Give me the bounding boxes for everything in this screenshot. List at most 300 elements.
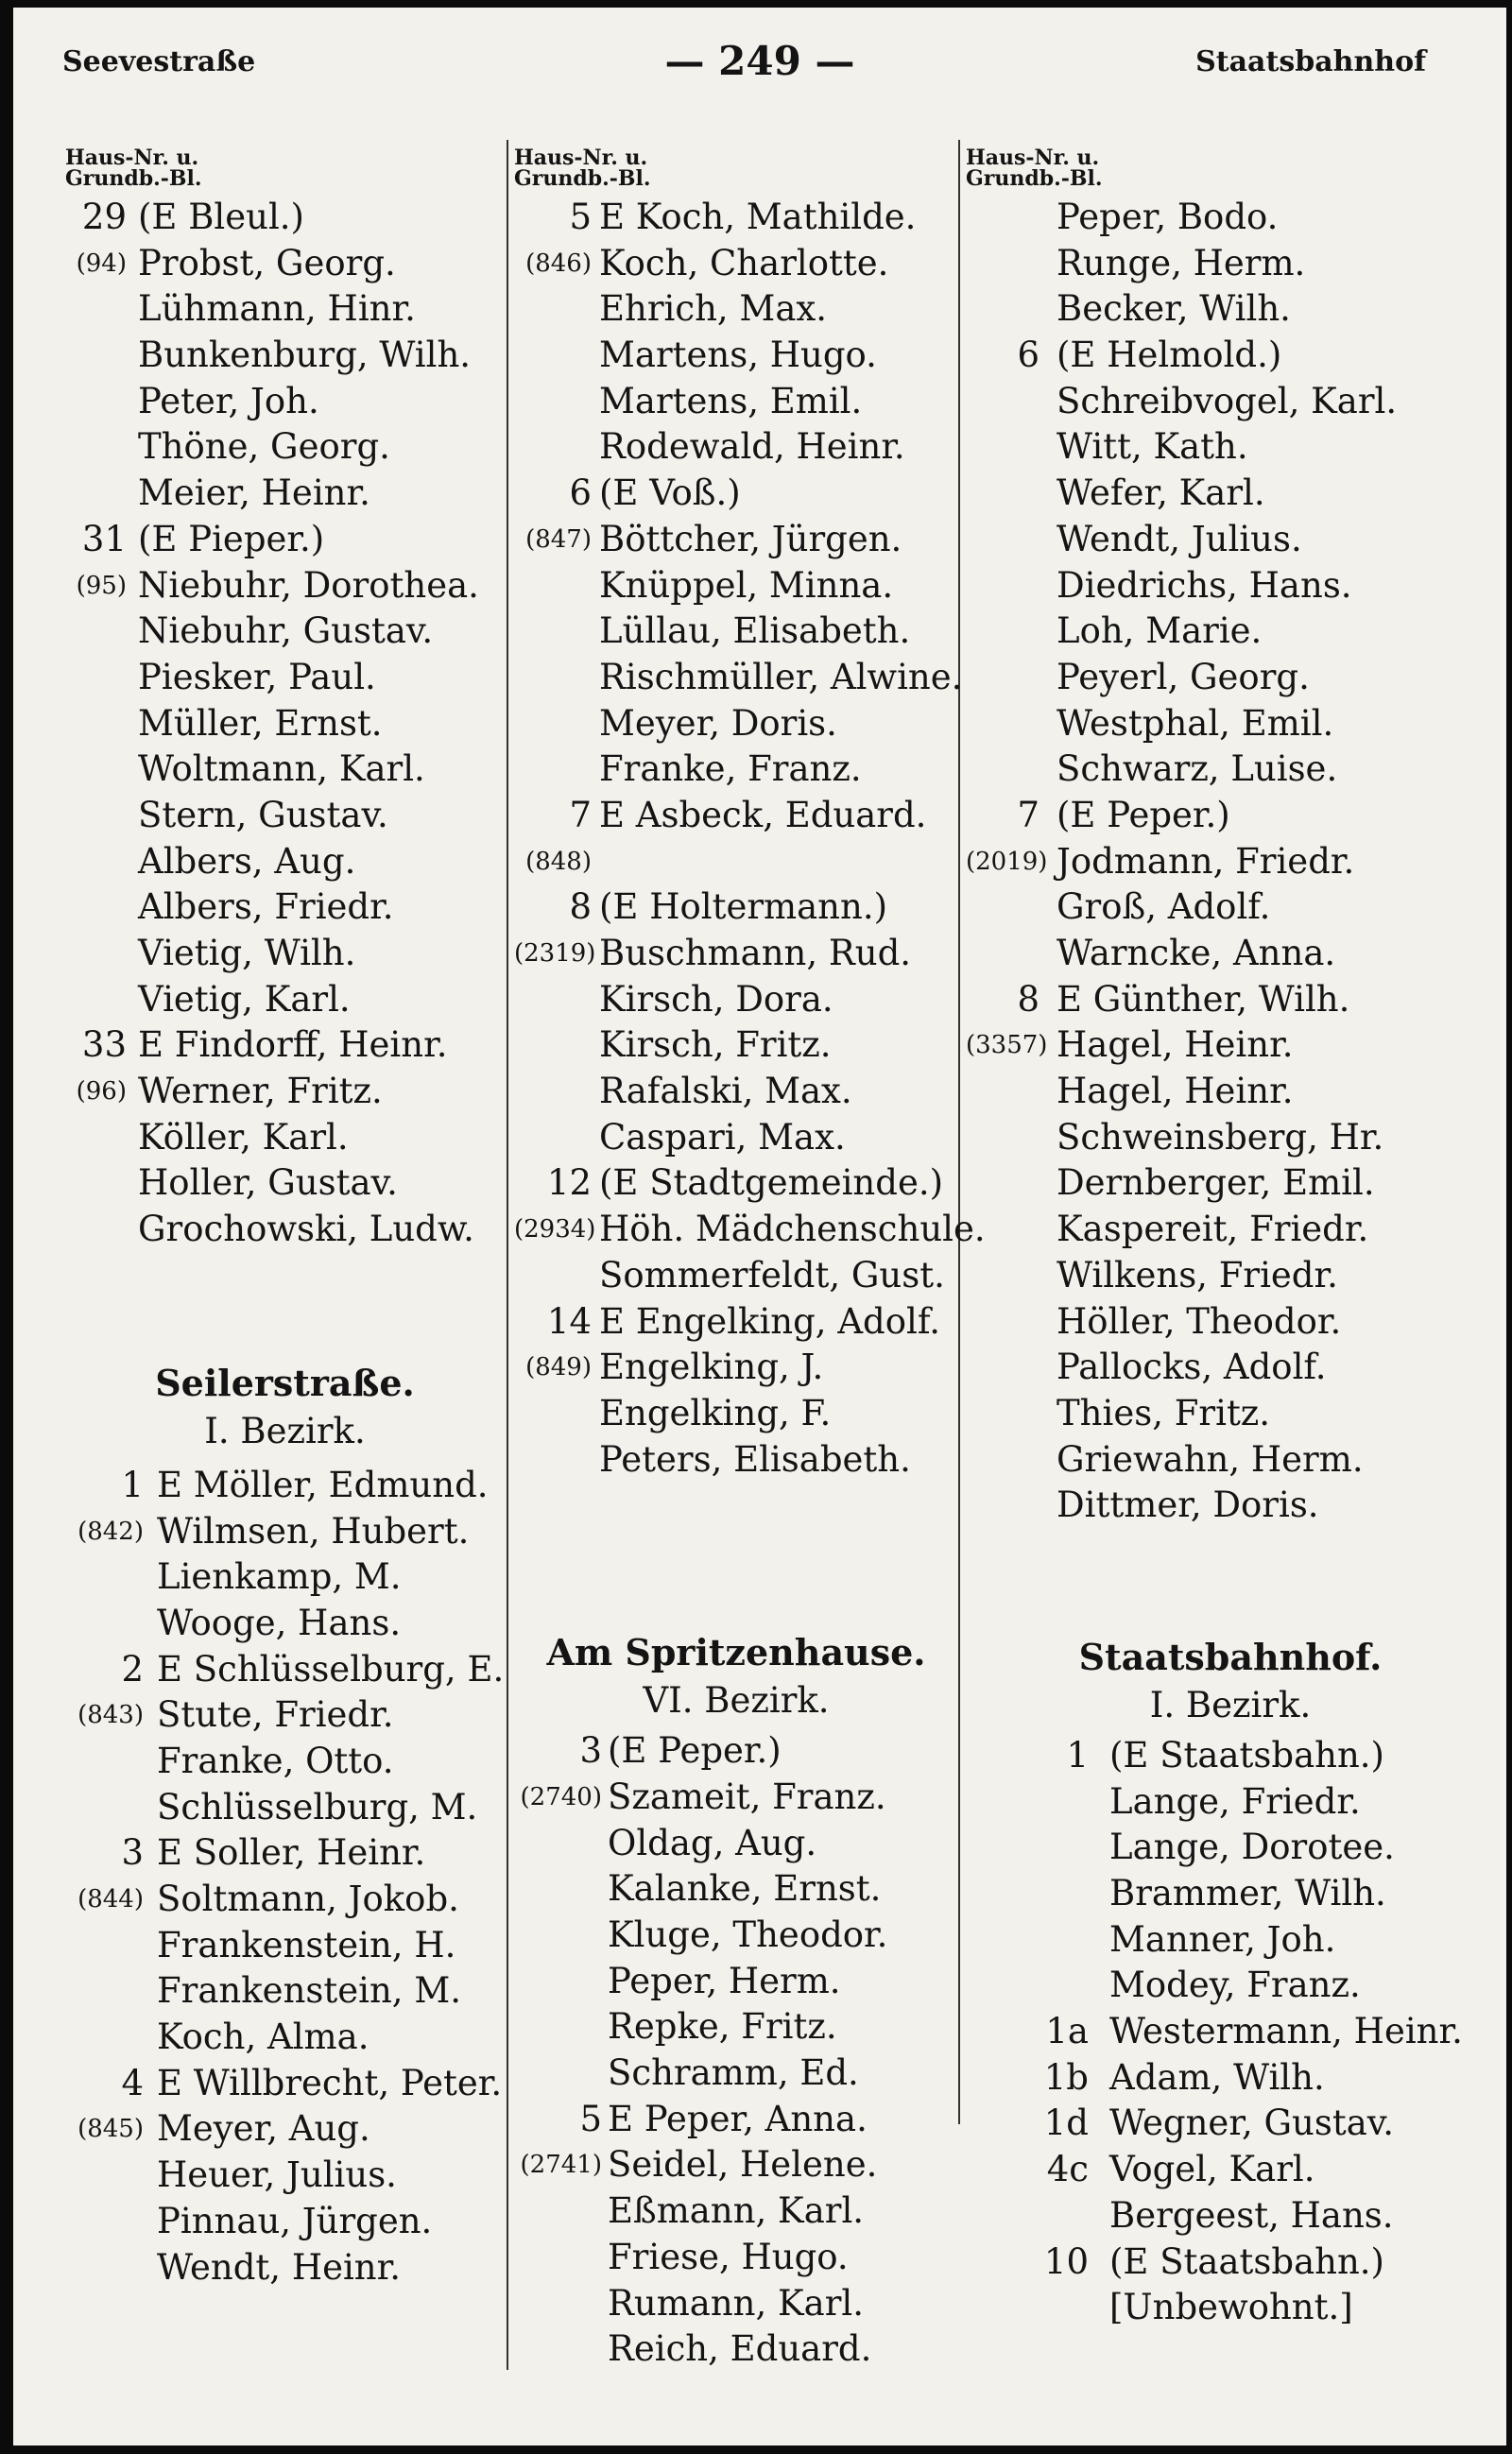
resident-name: (E Voß.) bbox=[599, 472, 741, 514]
house-number: (2741) bbox=[520, 2151, 602, 2180]
house-number: 5 bbox=[569, 197, 592, 237]
resident-name: Vogel, Karl. bbox=[1109, 2149, 1315, 2190]
directory-entry bbox=[514, 1345, 958, 1391]
resident-name: E Möller, Edmund. bbox=[157, 1464, 489, 1505]
directory-entry bbox=[966, 931, 1495, 977]
directory-entry bbox=[65, 286, 505, 333]
house-number: (847) bbox=[525, 524, 592, 554]
directory-entry bbox=[966, 1069, 1495, 1115]
resident-name: Probst, Georg. bbox=[138, 242, 396, 283]
house-number: 6 bbox=[569, 472, 592, 514]
street-heading: Staatsbahnhof. bbox=[1078, 1635, 1383, 1678]
resident-name: Hagel, Heinr. bbox=[1057, 1071, 1294, 1112]
directory-entry bbox=[65, 1115, 505, 1161]
resident-name: Schwarz, Luise. bbox=[1057, 748, 1338, 790]
resident-name: (E Helmold.) bbox=[1057, 335, 1282, 376]
resident-name: Höh. Mädchenschule. bbox=[599, 1209, 986, 1250]
entries-block bbox=[966, 1733, 1495, 2331]
directory-entry bbox=[514, 1959, 958, 2005]
directory-entry bbox=[514, 1207, 986, 1253]
directory-entry bbox=[65, 2015, 505, 2061]
directory-entry bbox=[514, 195, 958, 241]
directory-entry bbox=[966, 1022, 1495, 1069]
house-number: 14 bbox=[546, 1300, 592, 1342]
column-3 bbox=[966, 147, 1495, 2331]
resident-name: Vietig, Karl. bbox=[138, 978, 351, 1020]
house-number: 10 bbox=[1043, 2240, 1089, 2282]
directory-entry bbox=[65, 1463, 505, 1509]
house-number: 29 bbox=[81, 197, 127, 237]
resident-name: (E Pieper.) bbox=[138, 518, 325, 559]
house-number: 33 bbox=[81, 1024, 127, 1066]
resident-name: Rafalski, Max. bbox=[599, 1071, 852, 1112]
resident-name: Stute, Friedr. bbox=[157, 1694, 394, 1736]
directory-entry bbox=[65, 1601, 505, 1647]
directory-entry bbox=[514, 471, 958, 517]
resident-name: Böttcher, Jürgen. bbox=[599, 518, 902, 559]
resident-name: Lange, Dorotee. bbox=[1109, 1827, 1395, 1868]
resident-name: Peters, Elisabeth. bbox=[599, 1438, 911, 1480]
directory-entry bbox=[514, 839, 958, 885]
resident-name: Wegner, Gustav. bbox=[1109, 2102, 1395, 2144]
directory-entry bbox=[514, 517, 958, 563]
house-number: 3 bbox=[121, 1832, 144, 1874]
resident-name: Schweinsberg, Hr. bbox=[1057, 1116, 1384, 1158]
resident-name: Kirsch, Dora. bbox=[599, 978, 833, 1020]
house-number: 2 bbox=[121, 1648, 144, 1690]
directory-entry bbox=[514, 2051, 958, 2097]
house-number: 1 bbox=[1066, 1734, 1089, 1776]
resident-name: (E Peper.) bbox=[608, 1730, 782, 1772]
resident-name: Frankenstein, H. bbox=[157, 1924, 456, 1965]
directory-entry bbox=[65, 746, 505, 793]
resident-name: Bunkenburg, Wilh. bbox=[138, 335, 472, 376]
directory-entry bbox=[65, 609, 505, 655]
column-1 bbox=[65, 147, 505, 2291]
resident-name: Westphal, Emil. bbox=[1057, 702, 1334, 744]
directory-entry bbox=[514, 286, 958, 333]
resident-name: Albers, Friedr. bbox=[138, 886, 394, 928]
resident-name: Lienkamp, M. bbox=[157, 1556, 402, 1598]
directory-entry bbox=[966, 424, 1495, 471]
directory-entry bbox=[514, 2281, 958, 2327]
directory-entry bbox=[65, 424, 505, 471]
directory-entry bbox=[65, 2106, 505, 2153]
house-number: (2319) bbox=[514, 939, 596, 968]
directory-entry bbox=[966, 746, 1495, 793]
directory-entry bbox=[966, 2239, 1495, 2286]
directory-entry bbox=[966, 195, 1495, 241]
resident-name: Runge, Herm. bbox=[1057, 242, 1306, 283]
directory-entry bbox=[65, 1509, 505, 1555]
directory-entry bbox=[65, 884, 505, 931]
resident-name: E Soller, Heinr. bbox=[157, 1832, 426, 1874]
column-heading: Haus-Nr. u. Grundb.-Bl. bbox=[65, 146, 202, 191]
street-heading: Am Spritzenhause. bbox=[546, 1631, 926, 1674]
directory-entry bbox=[65, 517, 505, 563]
directory-entry bbox=[966, 1299, 1495, 1346]
house-number: (95) bbox=[76, 571, 127, 600]
house-number: 8 bbox=[1017, 978, 1040, 1020]
house-number: (842) bbox=[77, 1517, 144, 1546]
resident-name: Lange, Friedr. bbox=[1109, 1780, 1361, 1822]
resident-name: Thies, Fritz. bbox=[1057, 1392, 1271, 1433]
directory-entry bbox=[514, 701, 958, 747]
directory-entry bbox=[65, 1022, 505, 1069]
directory-entry bbox=[65, 195, 505, 241]
directory-entry bbox=[514, 655, 963, 701]
resident-name: Jodmann, Friedr. bbox=[1057, 840, 1355, 882]
directory-entry bbox=[966, 1160, 1495, 1207]
directory-entry bbox=[65, 701, 505, 747]
resident-name: Holler, Gustav. bbox=[138, 1162, 398, 1204]
directory-entry bbox=[65, 2245, 505, 2291]
resident-name: Warncke, Anna. bbox=[1057, 933, 1336, 973]
resident-name: Niebuhr, Dorothea. bbox=[138, 564, 479, 606]
directory-entry bbox=[514, 2097, 958, 2143]
directory-entry bbox=[65, 1554, 505, 1601]
running-head-right: Staatsbahnhof bbox=[1195, 45, 1426, 78]
house-number: (846) bbox=[525, 249, 592, 278]
directory-entry bbox=[65, 655, 505, 701]
directory-entry bbox=[966, 2009, 1495, 2055]
directory-entry bbox=[65, 1160, 505, 1207]
resident-name: Martens, Emil. bbox=[599, 380, 863, 421]
resident-name: Lüllau, Elisabeth. bbox=[599, 610, 911, 652]
house-number: (849) bbox=[525, 1353, 592, 1382]
directory-entry bbox=[65, 1647, 505, 1693]
resident-name: Müller, Ernst. bbox=[138, 702, 383, 744]
house-number: 1 bbox=[121, 1464, 144, 1505]
directory-entry bbox=[966, 1253, 1495, 1299]
resident-name: Westermann, Heinr. bbox=[1109, 2011, 1463, 2052]
directory-entry bbox=[514, 2326, 958, 2373]
resident-name: Kalanke, Ernst. bbox=[608, 1868, 882, 1910]
entries-block bbox=[514, 1728, 958, 2373]
directory-entry bbox=[514, 1253, 958, 1299]
resident-name: Repke, Fritz. bbox=[608, 2006, 837, 2048]
house-number: 7 bbox=[569, 794, 592, 835]
directory-entry bbox=[514, 931, 958, 977]
resident-name: Dittmer, Doris. bbox=[1057, 1484, 1319, 1526]
directory-entry bbox=[966, 286, 1495, 333]
directory-entry bbox=[65, 241, 505, 287]
directory-entry bbox=[966, 2193, 1495, 2239]
resident-name: [Unbewohnt.] bbox=[1109, 2287, 1353, 2328]
house-number: 5 bbox=[579, 2098, 602, 2139]
resident-name: Wooge, Hans. bbox=[157, 1602, 402, 1643]
house-number: (845) bbox=[77, 2115, 144, 2144]
house-number: (848) bbox=[525, 847, 592, 876]
resident-name: Groß, Adolf. bbox=[1057, 886, 1271, 928]
directory-entry bbox=[65, 1877, 505, 1923]
directory-entry bbox=[514, 2142, 958, 2188]
directory-entry bbox=[966, 1345, 1495, 1391]
directory-entry bbox=[966, 1963, 1495, 2009]
resident-name: Albers, Aug. bbox=[138, 840, 356, 882]
resident-name: Wendt, Heinr. bbox=[157, 2246, 402, 2288]
directory-entry bbox=[966, 609, 1495, 655]
column-2 bbox=[514, 146, 986, 2373]
directory-entry bbox=[514, 1069, 958, 1115]
directory-entry bbox=[966, 1483, 1495, 1529]
resident-name: (E Staatsbahn.) bbox=[1109, 1734, 1384, 1776]
resident-name: Franke, Otto. bbox=[157, 1740, 394, 1781]
directory-entry bbox=[514, 1821, 958, 1867]
house-number: 8 bbox=[569, 886, 592, 928]
resident-name: Oldag, Aug. bbox=[608, 1822, 817, 1863]
directory-entry bbox=[514, 884, 958, 931]
house-number: 6 bbox=[1017, 335, 1040, 376]
directory-entry bbox=[514, 977, 958, 1023]
resident-name: E Günther, Wilh. bbox=[1057, 978, 1350, 1020]
entries-block bbox=[514, 195, 986, 1483]
page-number: — 249 — bbox=[664, 38, 855, 84]
resident-name: Dernberger, Emil. bbox=[1057, 1162, 1375, 1204]
directory-entry bbox=[514, 1160, 958, 1207]
resident-name: Engelking, J. bbox=[599, 1347, 824, 1388]
resident-name: Rischmüller, Alwine. bbox=[599, 656, 963, 697]
resident-name: Wilkens, Friedr. bbox=[1057, 1254, 1338, 1296]
resident-name: Piesker, Paul. bbox=[138, 656, 376, 697]
directory-entry bbox=[65, 839, 505, 885]
directory-entry bbox=[65, 1830, 505, 1877]
resident-name: Reich, Eduard. bbox=[608, 2328, 872, 2370]
directory-entry bbox=[514, 241, 958, 287]
resident-name: Brammer, Wilh. bbox=[1109, 1873, 1386, 1913]
directory-entry bbox=[966, 379, 1495, 425]
entries-block bbox=[65, 195, 505, 1253]
resident-name: Schreibvogel, Karl. bbox=[1057, 380, 1398, 421]
directory-entry bbox=[65, 1739, 505, 1785]
directory-entry bbox=[966, 471, 1495, 517]
resident-name: Ehrich, Max. bbox=[599, 288, 828, 330]
resident-name: Meier, Heinr. bbox=[138, 472, 370, 514]
resident-name: Koch, Alma. bbox=[157, 2016, 369, 2058]
resident-name: Werner, Fritz. bbox=[138, 1071, 383, 1112]
resident-name: Martens, Hugo. bbox=[599, 335, 877, 376]
resident-name: Loh, Marie. bbox=[1057, 610, 1263, 652]
directory-entry bbox=[966, 793, 1495, 839]
column-divider bbox=[507, 140, 508, 2370]
resident-name: (E Bleul.) bbox=[138, 197, 304, 237]
directory-entry bbox=[514, 424, 958, 471]
district-heading: VI. Bezirk. bbox=[643, 1680, 830, 1722]
resident-name: Niebuhr, Gustav. bbox=[138, 610, 434, 652]
directory-entry bbox=[514, 1913, 958, 1959]
column-heading: Haus-Nr. u. Grundb.-Bl. bbox=[514, 146, 651, 191]
directory-entry bbox=[514, 746, 958, 793]
directory-entry bbox=[65, 2199, 505, 2245]
directory-entry bbox=[514, 1728, 958, 1775]
directory-entry bbox=[514, 1866, 958, 1913]
directory-entry bbox=[65, 379, 505, 425]
directory-page bbox=[13, 8, 1506, 2445]
resident-name: Szameit, Franz. bbox=[608, 1776, 886, 1817]
directory-entry bbox=[514, 2188, 958, 2235]
directory-entry bbox=[65, 931, 505, 977]
directory-entry bbox=[65, 1692, 505, 1739]
resident-name: Kirsch, Fritz. bbox=[599, 1024, 832, 1066]
resident-name: Wefer, Karl. bbox=[1057, 472, 1265, 514]
directory-entry bbox=[65, 793, 505, 839]
directory-entry bbox=[65, 1923, 505, 1969]
house-number: (2934) bbox=[514, 1215, 596, 1244]
resident-name: Grochowski, Ludw. bbox=[138, 1209, 474, 1250]
resident-name: Schlüsselburg, M. bbox=[157, 1786, 478, 1828]
resident-name: Bergeest, Hans. bbox=[1109, 2194, 1394, 2236]
directory-entry bbox=[514, 793, 958, 839]
directory-entry bbox=[966, 2147, 1495, 2193]
house-number: (3357) bbox=[966, 1031, 1048, 1060]
column-divider bbox=[958, 140, 960, 2124]
directory-entry bbox=[966, 1917, 1495, 1964]
house-number: (2740) bbox=[520, 1782, 602, 1811]
resident-name: Hagel, Heinr. bbox=[1057, 1024, 1294, 1066]
resident-name: Becker, Wilh. bbox=[1057, 288, 1291, 330]
directory-entry bbox=[966, 2101, 1495, 2147]
running-head-left: Seevestraße bbox=[62, 45, 256, 78]
house-number: 1a bbox=[1045, 2011, 1089, 2052]
district-heading: I. Bezirk. bbox=[204, 1410, 366, 1451]
resident-name: Wendt, Julius. bbox=[1057, 518, 1302, 559]
directory-entry bbox=[966, 1207, 1495, 1253]
resident-name: Vietig, Wilh. bbox=[138, 933, 356, 973]
directory-entry bbox=[514, 1437, 958, 1484]
resident-name: Adam, Wilh. bbox=[1109, 2056, 1325, 2098]
resident-name: (E Holtermann.) bbox=[599, 886, 888, 928]
house-number: 1b bbox=[1043, 2056, 1089, 2098]
resident-name: Witt, Kath. bbox=[1057, 426, 1248, 468]
directory-entry bbox=[514, 333, 958, 379]
resident-name: Buschmann, Rud. bbox=[599, 933, 912, 973]
directory-entry bbox=[65, 563, 505, 609]
directory-entry bbox=[966, 1437, 1495, 1484]
resident-name: Meyer, Aug. bbox=[157, 2108, 370, 2150]
resident-name: Heuer, Julius. bbox=[157, 2154, 397, 2196]
directory-entry bbox=[514, 1022, 958, 1069]
directory-entry bbox=[966, 1115, 1495, 1161]
directory-entry bbox=[966, 563, 1495, 609]
entries-block bbox=[65, 1463, 505, 2291]
directory-entry bbox=[514, 1391, 958, 1437]
resident-name: Seidel, Helene. bbox=[608, 2144, 878, 2186]
resident-name: Sommerfeldt, Gust. bbox=[599, 1254, 945, 1296]
directory-entry bbox=[65, 2153, 505, 2199]
directory-entry bbox=[65, 977, 505, 1023]
resident-name: Peyerl, Georg. bbox=[1057, 656, 1310, 697]
house-number: 3 bbox=[579, 1730, 602, 1772]
resident-name: E Peper, Anna. bbox=[608, 2098, 868, 2139]
resident-name: Köller, Karl. bbox=[138, 1116, 349, 1158]
house-number: (843) bbox=[77, 1701, 144, 1730]
resident-name: Kaspereit, Friedr. bbox=[1057, 1209, 1369, 1250]
directory-entry bbox=[966, 1733, 1495, 1779]
house-number: (94) bbox=[76, 249, 127, 278]
resident-name: E Willbrecht, Peter. bbox=[157, 2062, 503, 2103]
house-number: 1d bbox=[1043, 2102, 1089, 2144]
directory-entry bbox=[514, 609, 958, 655]
directory-entry bbox=[65, 1968, 505, 2015]
directory-entry bbox=[966, 1779, 1495, 1826]
directory-entry bbox=[966, 241, 1495, 287]
resident-name: Rumann, Karl. bbox=[608, 2282, 864, 2324]
resident-name: Knüppel, Minna. bbox=[599, 564, 894, 606]
directory-entry bbox=[65, 2061, 505, 2107]
directory-entry bbox=[966, 701, 1495, 747]
directory-entry bbox=[966, 2285, 1495, 2331]
directory-entry bbox=[65, 1785, 505, 1831]
resident-name: E Asbeck, Eduard. bbox=[599, 794, 927, 835]
resident-name: Höller, Theodor. bbox=[1057, 1300, 1342, 1342]
resident-name: Peper, Herm. bbox=[608, 1960, 841, 2001]
directory-entry bbox=[514, 2004, 958, 2051]
resident-name: E Schlüsselburg, E. bbox=[157, 1648, 505, 1690]
resident-name: (E Stadtgemeinde.) bbox=[599, 1162, 944, 1204]
entries-block bbox=[966, 195, 1495, 1529]
column-heading: Haus-Nr. u. Grundb.-Bl. bbox=[966, 146, 1103, 191]
resident-name: Stern, Gustav. bbox=[138, 794, 388, 835]
directory-entry bbox=[514, 1115, 958, 1161]
resident-name: (E Staatsbahn.) bbox=[1109, 2240, 1384, 2282]
resident-name: Modey, Franz. bbox=[1109, 1965, 1361, 2006]
directory-entry bbox=[966, 1391, 1495, 1437]
resident-name: Wilmsen, Hubert. bbox=[157, 1510, 470, 1552]
resident-name: Rodewald, Heinr. bbox=[599, 426, 905, 468]
directory-entry bbox=[65, 1069, 505, 1115]
directory-entry bbox=[966, 977, 1495, 1023]
directory-entry bbox=[514, 2235, 958, 2281]
resident-name: Peter, Joh. bbox=[138, 380, 319, 421]
house-number: (2019) bbox=[966, 847, 1048, 876]
house-number: 31 bbox=[81, 518, 127, 559]
resident-name: E Engelking, Adolf. bbox=[599, 1300, 940, 1342]
directory-entry bbox=[966, 1825, 1495, 1871]
directory-entry bbox=[966, 839, 1495, 885]
resident-name: Soltmann, Jokob. bbox=[157, 1879, 459, 1919]
house-number: 4 bbox=[121, 2062, 144, 2103]
directory-entry bbox=[65, 333, 505, 379]
house-number: 12 bbox=[546, 1162, 592, 1204]
resident-name: Pallocks, Adolf. bbox=[1057, 1347, 1327, 1388]
house-number: 7 bbox=[1017, 794, 1040, 835]
resident-name: Franke, Franz. bbox=[599, 748, 862, 790]
resident-name: Peper, Bodo. bbox=[1057, 197, 1279, 237]
directory-entry bbox=[65, 1207, 505, 1253]
resident-name: Diedrichs, Hans. bbox=[1057, 564, 1352, 606]
directory-entry bbox=[966, 1871, 1495, 1917]
directory-entry bbox=[65, 471, 505, 517]
house-number: (844) bbox=[77, 1885, 144, 1913]
resident-name: E Koch, Mathilde. bbox=[599, 197, 917, 237]
street-heading: Seilerstraße. bbox=[155, 1361, 415, 1404]
resident-name: Friese, Hugo. bbox=[608, 2236, 849, 2277]
resident-name: Meyer, Doris. bbox=[599, 702, 837, 744]
resident-name: Caspari, Max. bbox=[599, 1116, 846, 1158]
resident-name: Thöne, Georg. bbox=[138, 426, 390, 468]
directory-entry bbox=[514, 1775, 958, 1821]
resident-name: Schramm, Ed. bbox=[608, 2052, 859, 2094]
resident-name: Frankenstein, M. bbox=[157, 1970, 461, 2012]
directory-entry bbox=[966, 655, 1495, 701]
house-number: 4c bbox=[1046, 2149, 1089, 2190]
directory-entry bbox=[966, 884, 1495, 931]
district-heading: I. Bezirk. bbox=[1149, 1684, 1312, 1725]
resident-name: Koch, Charlotte. bbox=[599, 242, 889, 283]
directory-entry bbox=[514, 1299, 958, 1346]
directory-entry bbox=[966, 2055, 1495, 2102]
resident-name: Woltmann, Karl. bbox=[138, 748, 425, 790]
